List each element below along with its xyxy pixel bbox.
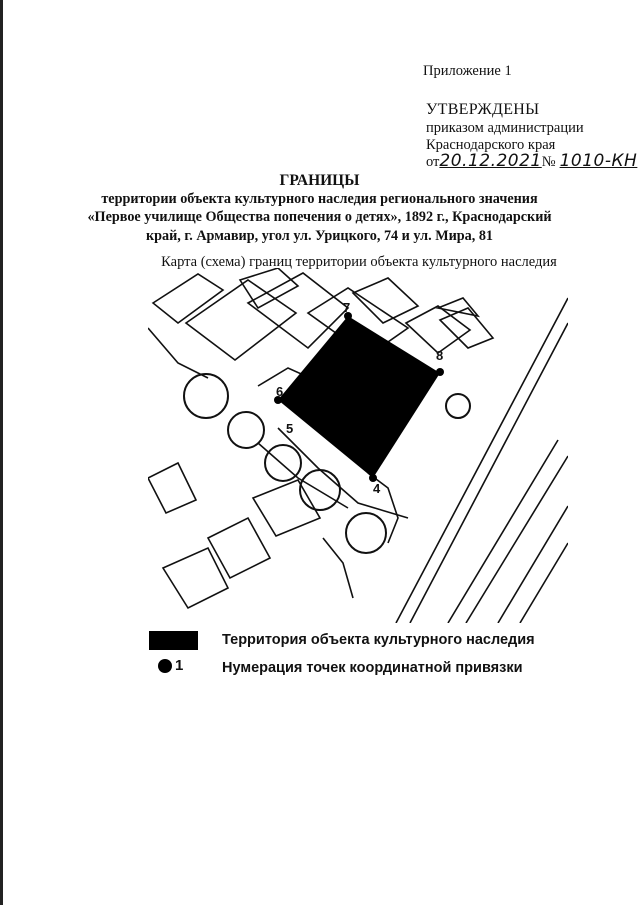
street-line [466,456,568,623]
map-building [153,274,223,323]
map-caption: Карта (схема) границ территории объекта культурного наследия [161,254,557,270]
number-prefix: № [541,154,556,170]
point-label: 6 [276,384,284,399]
tree-clump [228,412,264,448]
territory-legend-swatch [149,631,198,650]
tree-clump [346,513,386,553]
street-line [396,298,568,623]
territory-legend-label: Территория объекта культурного наследия [222,632,535,648]
point-label: 8 [436,348,444,363]
cadastral-map [148,268,568,623]
handwritten-date: 20.12.2021 [439,151,542,171]
appendix-label: Приложение 1 [423,63,512,79]
tree-clump [300,470,340,510]
points-legend-label: Нумерация точек координатной привязки [222,660,523,676]
tree-clump [265,445,301,481]
tree-clump [184,374,228,418]
map-building [353,278,418,323]
subtitle-line-2: «Первое училище Общества попечения о детях», 1892 г., Краснодарский [87,209,552,225]
scan-edge [0,0,3,905]
map-boundary-line [323,538,353,598]
subtitle-line-3: край, г. Армавир, угол ул. Урицкого, 74 и ул. Мира, 81 [145,228,494,244]
street-line [410,323,568,623]
map-building [148,463,196,513]
handwritten-number: 1010-КН [559,151,638,171]
approved-heading: УТВЕРЖДЕНЫ [426,101,540,118]
date-number-line [426,151,637,171]
street-line [448,440,558,623]
heritage-territory [278,316,440,478]
point-label: 7 [343,300,351,315]
region-label: Краснодарского края [426,137,556,153]
document-title: ГРАНИЦЫ [279,172,360,189]
street-line [520,543,568,623]
map-boundary-line [148,328,208,378]
point-legend-dot [158,659,172,673]
map-building [186,280,296,360]
coordinate-point [436,368,444,376]
point-label: 5 [286,421,294,436]
date-prefix: от [426,154,440,170]
subtitle-line-1: территории объекта культурного наследия регионального значения [101,191,538,207]
point-legend-number: 1 [175,657,184,674]
map-building [208,518,270,578]
tree-clump [446,394,470,418]
order-by-label: приказом администрации [426,120,584,136]
point-label: 4 [373,481,381,496]
